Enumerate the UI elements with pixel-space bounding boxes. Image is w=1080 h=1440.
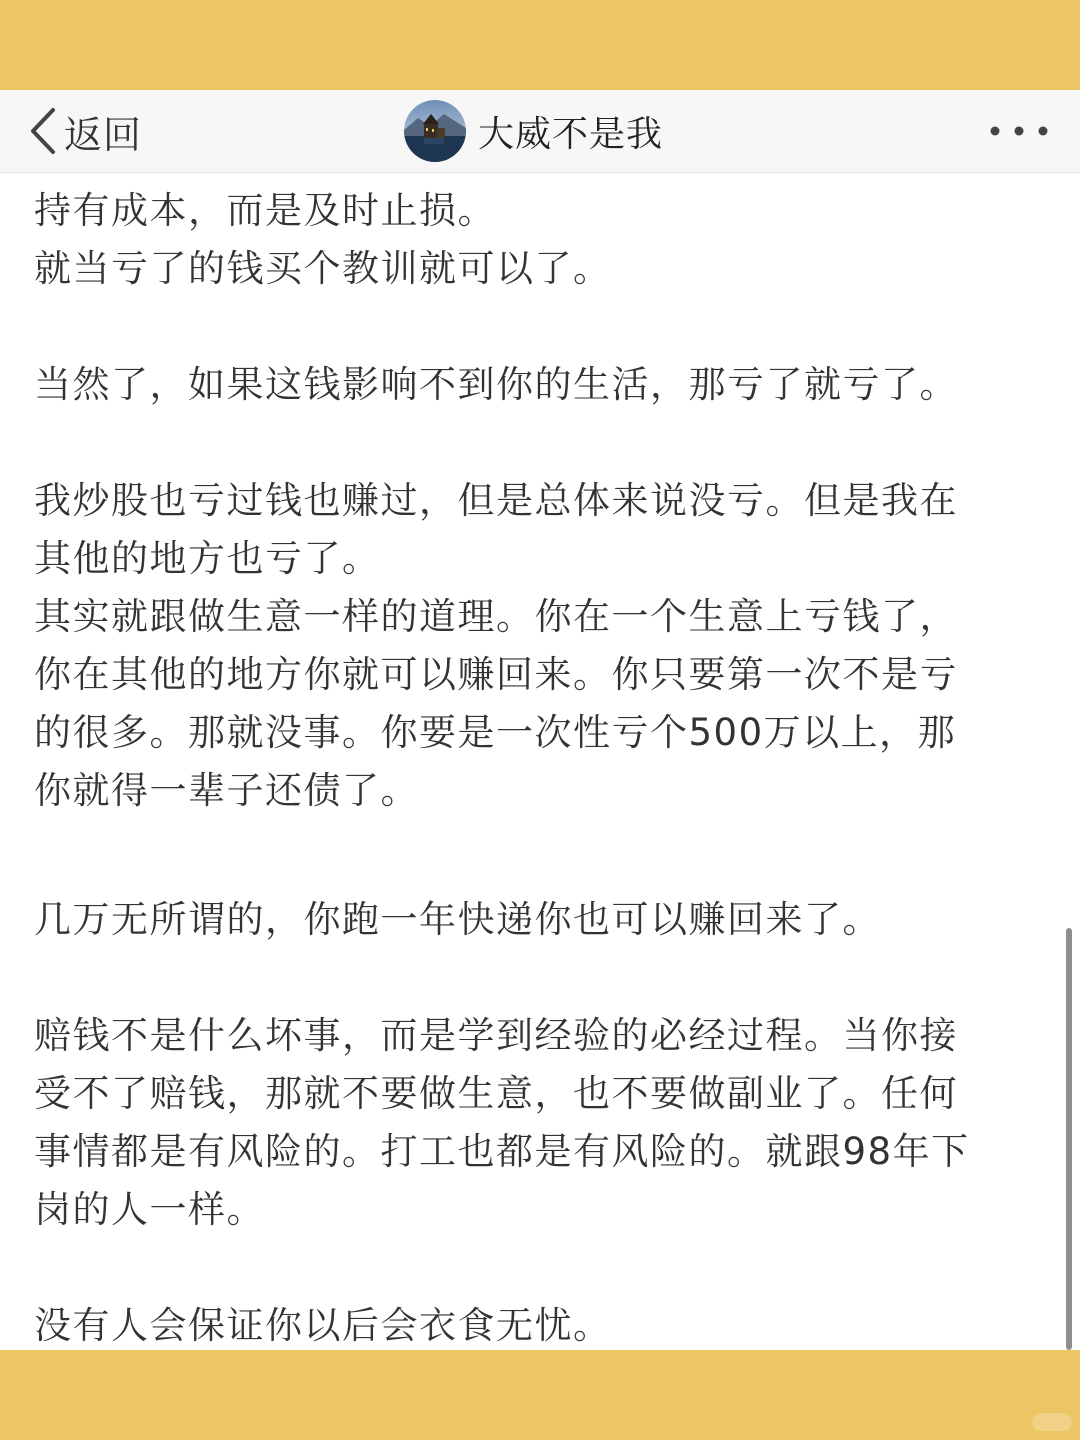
more-dots-icon [989, 125, 1049, 137]
author-profile[interactable] [404, 90, 663, 172]
bottom-frame-band [0, 1350, 1080, 1440]
back-label: 返回 [64, 112, 143, 157]
paragraph-gap [34, 298, 1046, 356]
article-line: 其实就跟做生意一样的道理。你在一个生意上亏钱了， [34, 595, 958, 638]
paragraph-gap [34, 1239, 1046, 1297]
article-body [34, 182, 1046, 1350]
article-line: 其他的地方也亏了。 [34, 537, 381, 580]
article-line: 你就得一辈子还债了。 [34, 769, 419, 812]
paragraph-gap [34, 820, 1046, 891]
article-line: 的很多。那就没事。你要是一次性亏个500万以上，那 [34, 711, 957, 754]
article-line: 持有成本，而是及时止损。 [34, 189, 496, 232]
article-line: 事情都是有风险的。打工也都是有风险的。就跟98年下 [34, 1130, 970, 1173]
article-line: 受不了赔钱，那就不要做生意，也不要做副业了。任何 [34, 1072, 958, 1115]
chevron-left-icon [28, 107, 58, 155]
article-line: 没有人会保证你以后会衣食无忧。 [34, 1304, 612, 1347]
paragraph-gap [34, 414, 1046, 472]
article-line: 当然了，如果这钱影响不到你的生活，那亏了就亏了。 [34, 363, 958, 406]
back-button[interactable] [28, 90, 142, 172]
article-line: 你在其他的地方你就可以赚回来。你只要第一次不是亏 [34, 653, 958, 696]
article-line: 就当亏了的钱买个教训就可以了。 [34, 247, 612, 290]
top-navigation-bar [0, 90, 1080, 173]
article-line: 岗的人一样。 [34, 1188, 265, 1231]
scrollbar[interactable] [1066, 928, 1072, 1350]
avatar[interactable] [404, 100, 466, 162]
article-line: 我炒股也亏过钱也赚过，但是总体来说没亏。但是我在 [34, 479, 958, 522]
paragraph-gap [34, 949, 1046, 1007]
article-line: 赔钱不是什么坏事，而是学到经验的必经过程。当你接 [34, 1014, 958, 1057]
phone-screen [0, 90, 1080, 1350]
article-line: 几万无所谓的，你跑一年快递你也可以赚回来了。 [34, 898, 881, 941]
more-button[interactable] [984, 90, 1054, 172]
top-frame-band [0, 0, 1080, 90]
author-name: 大威不是我 [478, 113, 664, 155]
watermark-mark [1032, 1413, 1072, 1431]
